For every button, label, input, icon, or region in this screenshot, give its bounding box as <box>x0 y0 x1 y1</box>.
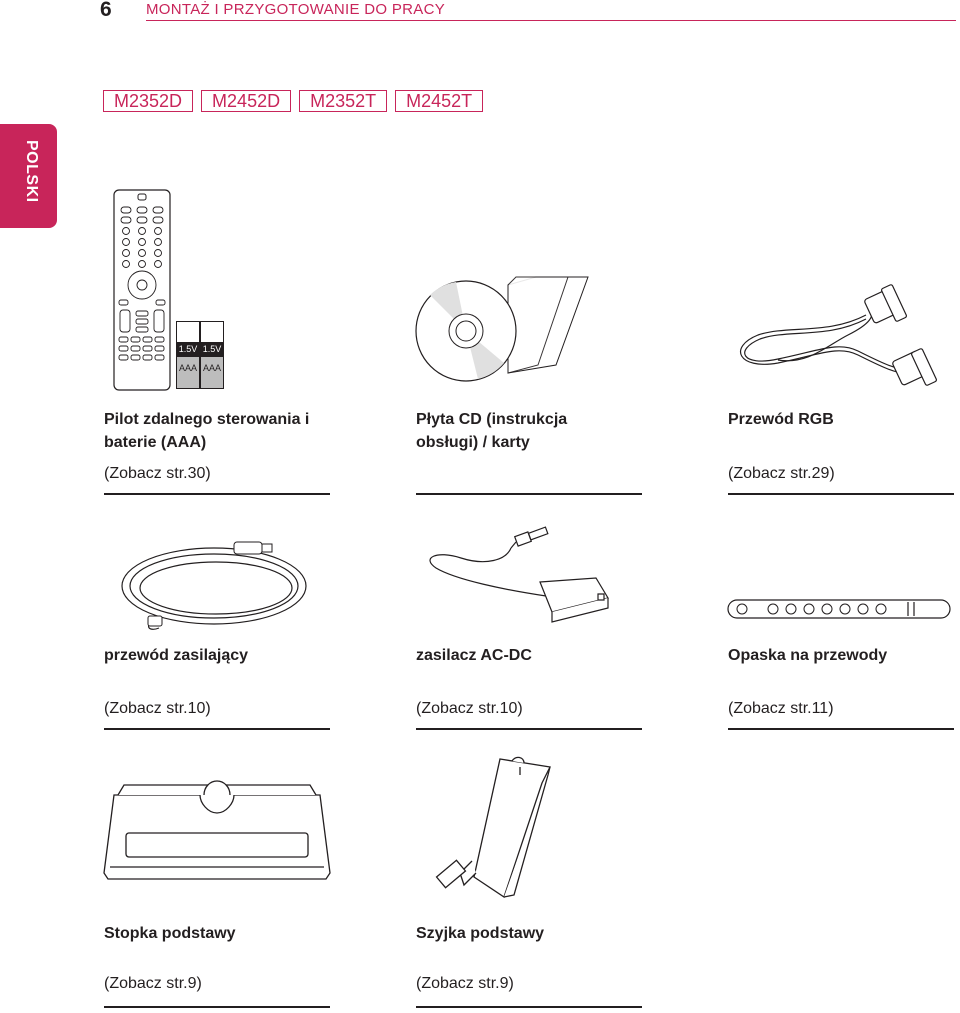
header-rule <box>146 20 956 21</box>
stand-base-icon <box>104 755 330 895</box>
item-rule <box>728 728 954 730</box>
model-tag: M2452T <box>395 90 483 112</box>
language-tab-label: POLSKI <box>23 140 40 203</box>
item-name: Szyjka podstawy <box>416 925 545 942</box>
item-name: zasilacz AC-DC <box>416 647 532 664</box>
item-cable-tie <box>728 520 954 734</box>
item-page-reference: (Zobacz str.9) <box>104 975 202 992</box>
model-list <box>103 90 483 112</box>
ac-dc-adapter-icon <box>416 520 642 640</box>
item-name: Stopka podstawy <box>104 925 236 942</box>
cable-tie-icon <box>728 520 954 640</box>
item-page-reference: (Zobacz str.30) <box>104 465 211 482</box>
item-rule <box>416 728 642 730</box>
item-rule <box>104 1006 330 1008</box>
item-stand-neck <box>416 755 642 1011</box>
item-page-reference: (Zobacz str.11) <box>728 700 834 717</box>
cd-disc-icon <box>416 185 642 397</box>
item-name: przewód zasilający <box>104 647 249 664</box>
item-power-cord <box>104 520 330 734</box>
stand-neck-icon <box>416 755 642 895</box>
section-title: MONTAŻ I PRZYGOTOWANIE DO PRACY <box>146 1 446 18</box>
item-name: Płyta CD (instrukcja obsługi) / karty <box>416 411 568 451</box>
item-stand-base <box>104 755 330 1011</box>
battery-voltage: 1.5V <box>177 342 199 357</box>
language-tab <box>0 124 57 228</box>
item-name: Pilot zdalnego sterowania i baterie (AAA) <box>104 411 310 451</box>
battery-icon <box>176 321 200 389</box>
item-cd-manual <box>416 185 642 497</box>
item-rgb-cable <box>728 185 954 497</box>
item-name: Opaska na przewody <box>728 647 888 664</box>
item-page-reference: (Zobacz str.10) <box>104 700 211 717</box>
item-rule <box>728 493 954 495</box>
battery-icon <box>200 321 224 389</box>
item-ac-dc-adapter <box>416 520 642 734</box>
model-tag: M2352T <box>299 90 387 112</box>
item-rule <box>104 728 330 730</box>
model-tag: M2452D <box>201 90 291 112</box>
item-page-reference: (Zobacz str.29) <box>728 465 835 482</box>
page-number: 6 <box>100 0 112 21</box>
power-cord-icon <box>104 520 330 640</box>
item-rule <box>416 1006 642 1008</box>
battery-voltage: 1.5V <box>201 342 223 357</box>
battery-type: AAA <box>201 357 223 388</box>
item-page-reference: (Zobacz str.10) <box>416 700 523 717</box>
item-rule <box>416 493 642 495</box>
item-page-reference: (Zobacz str.9) <box>416 975 514 992</box>
battery-type: AAA <box>177 357 199 388</box>
rgb-cable-icon <box>728 185 954 397</box>
item-remote-control <box>104 185 330 497</box>
model-tag: M2352D <box>103 90 193 112</box>
item-rule <box>104 493 330 495</box>
item-name: Przewód RGB <box>728 411 834 428</box>
